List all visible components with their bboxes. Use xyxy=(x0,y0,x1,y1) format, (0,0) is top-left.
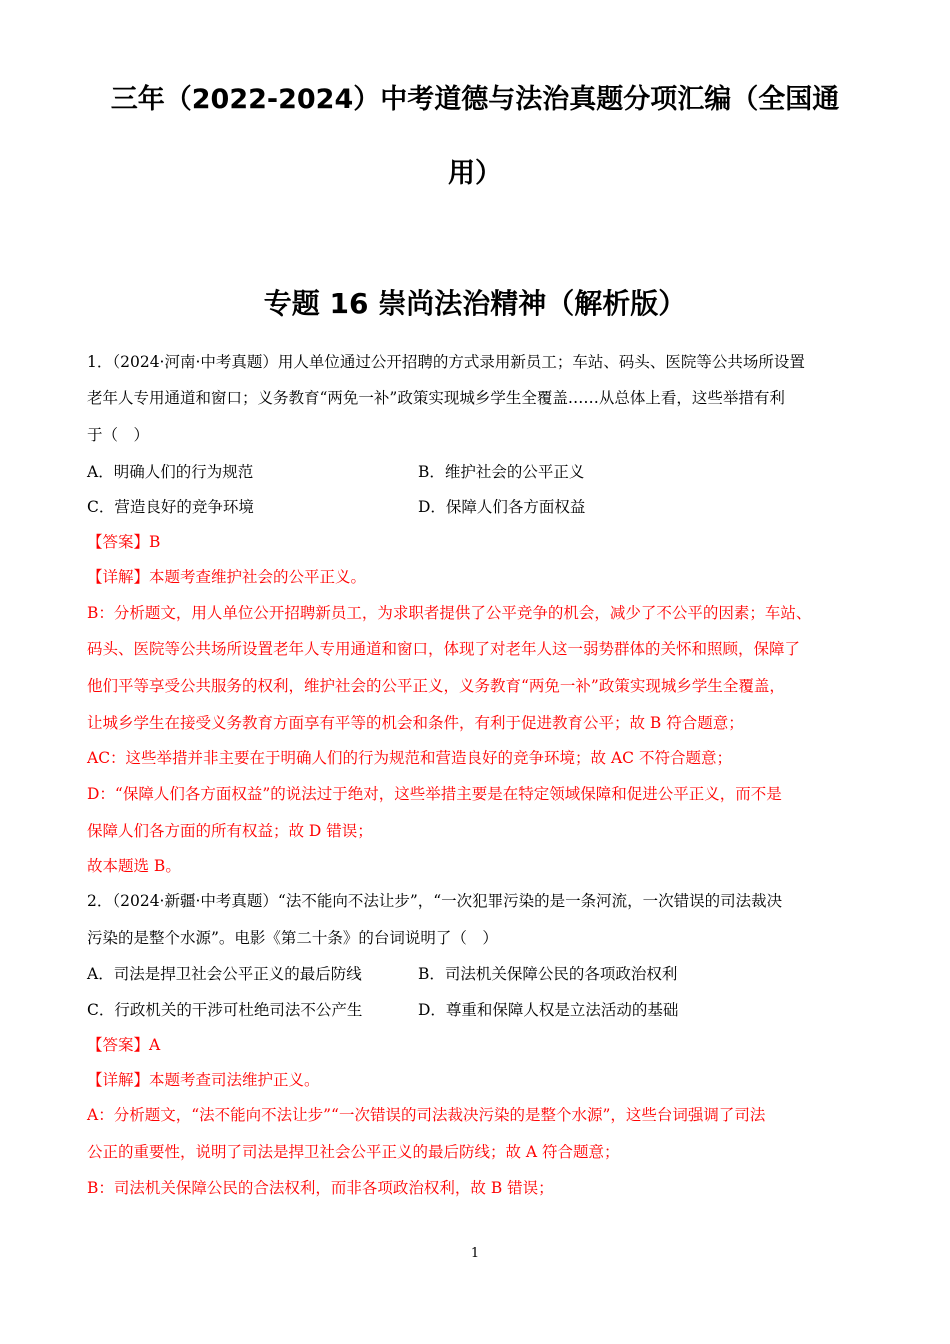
q1-analysis-line: 他们平等享受公共服务的权利，维护社会的公平正义，义务教育“两免一补”政策实现城乡学生全覆盖， xyxy=(87,677,785,695)
q1-option-b: B．维护社会的公平正义 xyxy=(418,463,585,481)
q2-analysis-line: A：分析题文，“法不能向不法让步”“一次错误的司法裁决污染的是整个水源”，这些台词强调了司法 xyxy=(87,1106,766,1124)
q1-stem-line: 老年人专用通道和窗口；义务教育“两免一补”政策实现城乡学生全覆盖……从总体上看，这些举措有利 xyxy=(87,389,785,407)
q2-option-d: D．尊重和保障人权是立法活动的基础 xyxy=(418,1001,679,1019)
q1-stem-line: 1．（2024·河南·中考真题）用人单位通过公开招聘的方式录用新员工；车站、码头、医院等公共场所设置 xyxy=(87,353,805,371)
topic-subtitle: 专题 16 崇尚法治精神（解析版） xyxy=(263,287,687,320)
q1-option-a: A．明确人们的行为规范 xyxy=(87,463,254,481)
q1-option-d: D．保障人们各方面权益 xyxy=(418,498,586,516)
q2-option-b: B．司法机关保障公民的各项政治权利 xyxy=(418,965,678,983)
q2-stem-line: 污染的是整个水源”。电影《第二十条》的台词说明了（ ） xyxy=(87,929,498,947)
q1-analysis-line: D：“保障人们各方面权益”的说法过于绝对，这些举措主要是在特定领域保障和促进公平正义，而不是 xyxy=(87,785,782,803)
q2-answer: 【答案】A xyxy=(87,1036,161,1054)
document-title-line-1: 三年（2022-2024）中考道德与法治真题分项汇编（全国通 xyxy=(110,84,840,115)
q1-analysis-line: 保障人们各方面的所有权益；故 D 错误； xyxy=(87,822,373,840)
q1-stem-line: 于（ ） xyxy=(87,426,150,444)
q2-analysis-line: 公正的重要性，说明了司法是捍卫社会公平正义的最后防线；故 A 符合题意； xyxy=(87,1143,620,1161)
document-title-line-2: 用） xyxy=(448,158,502,189)
q1-analysis-line: 让城乡学生在接受义务教育方面享有平等的机会和条件，有利于促进教育公平；故 B 符合题意； xyxy=(87,714,744,732)
page-number: 1 xyxy=(470,1246,480,1261)
q2-option-c: C．行政机关的干涉可杜绝司法不公产生 xyxy=(87,1001,363,1019)
q1-detail: 【详解】本题考查维护社会的公平正义。 xyxy=(87,568,367,586)
q1-option-c: C．营造良好的竞争环境 xyxy=(87,498,254,516)
q2-analysis-line: B：司法机关保障公民的合法权利，而非各项政治权利，故 B 错误； xyxy=(87,1179,554,1197)
q1-analysis-line: 码头、医院等公共场所设置老年人专用通道和窗口，体现了对老年人这一弱势群体的关怀和照顾，保障了 xyxy=(87,640,801,658)
q1-analysis-line: AC：这些举措并非主要在于明确人们的行为规范和营造良好的竞争环境；故 AC 不符合题意； xyxy=(87,749,732,767)
q1-analysis-line: B：分析题文，用人单位公开招聘新员工，为求职者提供了公平竞争的机会，减少了不公平的因素；车站、 xyxy=(87,604,812,622)
q2-detail: 【详解】本题考查司法维护正义。 xyxy=(87,1071,320,1089)
q2-stem-line: 2．（2024·新疆·中考真题）“法不能向不法让步”，“一次犯罪污染的是一条河流，一次错误的司法裁决 xyxy=(87,892,783,910)
q1-analysis-line: 故本题选 B。 xyxy=(87,857,181,875)
q2-option-a: A．司法是捍卫社会公平正义的最后防线 xyxy=(87,965,362,983)
q1-answer: 【答案】B xyxy=(87,533,161,551)
